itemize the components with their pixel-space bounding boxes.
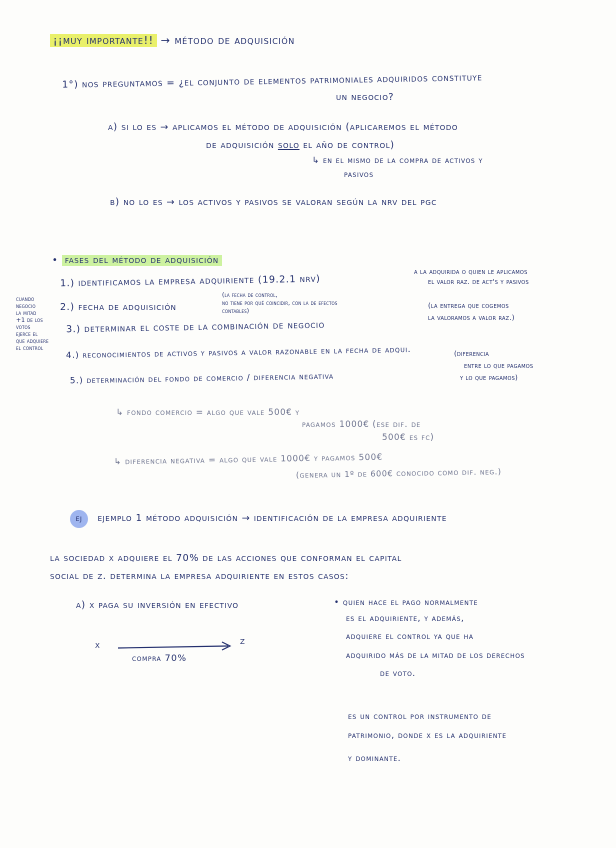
- fondo-comercio-line3: 500€ es fc): [382, 433, 435, 443]
- answer-line: adquirido más de la mitad de los derechos: [346, 651, 525, 660]
- step-2-note2: no tiene por qué coincidir, con la de efectos: [222, 300, 338, 307]
- case-a-text2: el año de control): [303, 140, 395, 151]
- side-note-line: que adquiere: [16, 338, 49, 345]
- diferencia-negativa-line1: ↳ diferencia negativa = algo que vale 1000€ y pagamos 500€: [113, 452, 383, 468]
- example-case-a: a) x paga su inversión en efectivo: [76, 600, 239, 611]
- side-note-line: ejerce el: [16, 331, 38, 338]
- answer-line: • quien hace el pago normalmente: [334, 598, 479, 608]
- case-a-line4: pasivos: [344, 170, 374, 180]
- step-2: 2.) fecha de adquisición: [60, 302, 177, 313]
- side-note-line: negocio: [16, 303, 36, 310]
- case-b-line1: b) no lo es → los activos y pasivos se valoran según la nrv del pgc: [110, 197, 437, 208]
- example-badge: ej: [70, 510, 88, 528]
- side-note-line: la mitad: [16, 310, 37, 317]
- answer2-line: patrimonio, donde x es la adquiriente: [348, 731, 507, 741]
- question-1-line1: 1°) nos preguntamos = ¿el conjunto de elementos patrimoniales adquiridos constituye: [61, 72, 483, 91]
- case-a-line1: a) si lo es → aplicamos el método de adquisición (aplicaremos el método: [108, 122, 458, 133]
- side-note-line: el control: [16, 345, 44, 352]
- step-1: 1.) identificamos la empresa adquiriente (19.2.1 nrv): [59, 273, 321, 290]
- step-2-note1: (la fecha de control,: [222, 292, 278, 299]
- fondo-comercio-line1: ↳ fondo comercio = algo que vale 500€ y: [116, 408, 300, 418]
- step-3-note2: la valoramos a valor raz.): [428, 314, 515, 322]
- answer-line: adquiere el control ya que ha: [346, 632, 474, 642]
- step-1-note1: a la adquirida o quien le aplicamos: [414, 268, 528, 276]
- important-label: ¡¡muy importante!!: [50, 34, 157, 47]
- step-4: 4.) reconocimientos de activos y pasivos a valor razonable en la fecha de adqui.: [65, 344, 412, 362]
- side-note-line: votos: [16, 324, 31, 331]
- bullet-icon: •: [52, 255, 59, 266]
- side-note: [16, 296, 49, 352]
- case-a-line2: [206, 140, 395, 151]
- case-a-line3: ↳ en el mismo de la compra de activos y: [312, 156, 483, 166]
- step-3: 3.) determinar el coste de la combinación de negocio: [65, 319, 325, 336]
- answer2-line: es un control por instrumento de: [348, 712, 492, 722]
- diagram-label: compra 70%: [132, 654, 187, 664]
- example-title: ejemplo 1 método adquisición → identificación de la empresa adquiriente: [97, 513, 447, 524]
- step-5-note1: (diferencia: [454, 350, 490, 358]
- step-1-note2: el valor raz. de act's y pasivos: [428, 278, 529, 286]
- step-2-note3: contables): [222, 308, 250, 315]
- example-paragraph-2: social de z. determina la empresa adquiriente en estos casos:: [50, 571, 349, 582]
- case-a-text: de adquisición: [206, 140, 275, 151]
- step-3-note1: (la entrega que cogemos: [428, 302, 509, 310]
- case-a-only: solo: [277, 140, 300, 151]
- example-title-line: [70, 510, 447, 528]
- diferencia-negativa-line2: (genera un 1º de 600€ conocido como dif. neg.): [295, 467, 502, 480]
- question-1-line2: un negocio?: [336, 92, 395, 103]
- diagram-right-node: z: [240, 636, 246, 647]
- step-5-note3: y lo que pagamos): [460, 374, 518, 382]
- fases-title: [52, 255, 222, 266]
- answer-line: es el adquiriente, y además,: [346, 614, 465, 624]
- step-5: 5.) determinación del fondo de comercio / diferencia negativa: [69, 371, 334, 387]
- answer-line: de voto.: [380, 669, 416, 679]
- side-note-line: cuando: [16, 296, 35, 303]
- side-note-line: +1 de los: [16, 317, 43, 324]
- answer2-line: y dominante.: [348, 754, 402, 764]
- header-line: [50, 34, 295, 47]
- diagram-left-node: x: [95, 640, 101, 651]
- arrow-icon: →: [160, 34, 171, 47]
- step-5-note2: entre lo que pagamos: [464, 362, 534, 370]
- example-paragraph-1: la sociedad x adquiere el 70% de las acciones que conforman el capital: [50, 553, 402, 564]
- fases-title-text: fases del método de adquisición: [62, 255, 222, 266]
- fondo-comercio-line2: pagamos 1000€ (ese dif. de: [302, 420, 421, 430]
- header-subtitle: método de adquisición: [174, 34, 295, 47]
